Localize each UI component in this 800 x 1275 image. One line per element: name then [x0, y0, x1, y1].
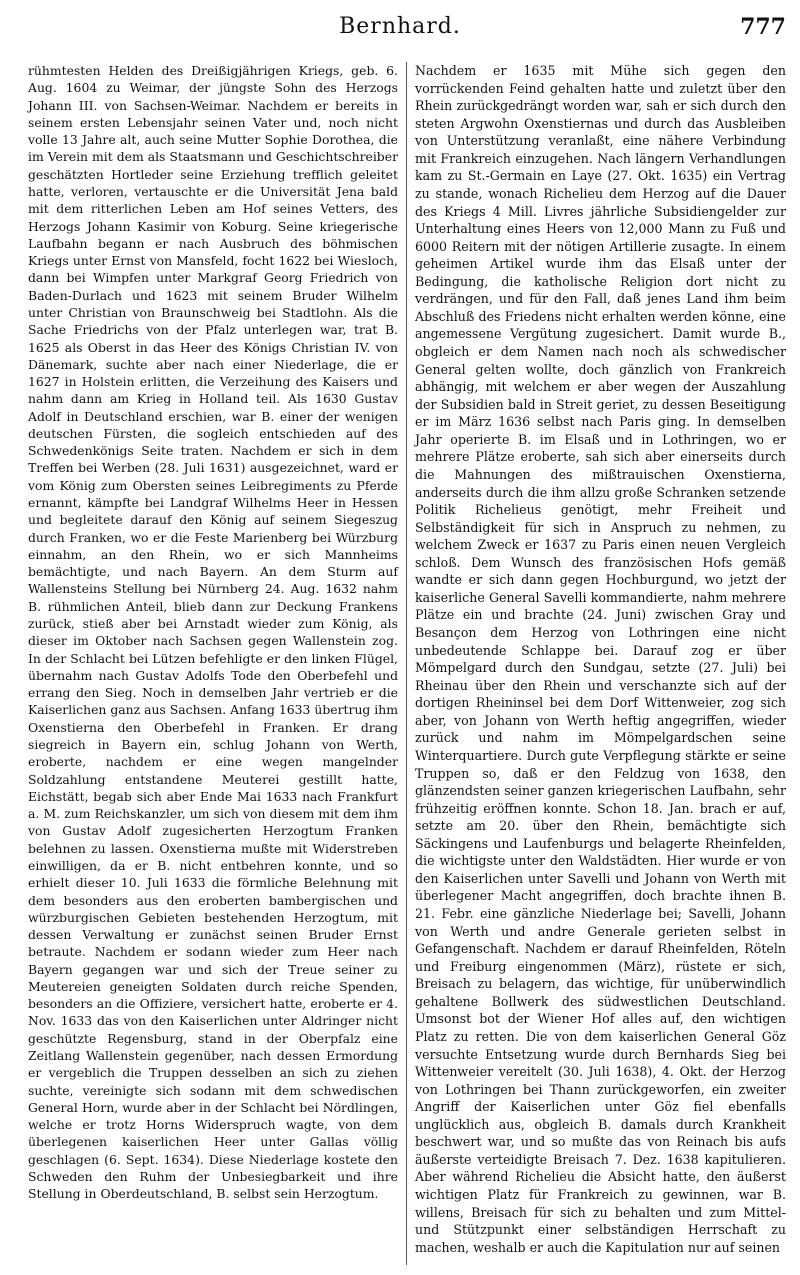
text-columns: [28, 62, 786, 1265]
page-number: 777: [740, 14, 786, 40]
running-head: Bernhard.: [339, 14, 461, 39]
page-header: [0, 10, 800, 50]
right-column-text: Nachdem er 1635 mit Mühe sich gegen den vorrückenden Feind gehalten hatte und zuletzt über den Rhein zurückgedrängt worden war, sah er sich durch den steten Argwohn Oxenstiernas und durch das Ausbleiben von Unterstützung veranlaßt, eine nähere Verbindung mit Frankreich einzugehen. Nach längern Verhandlungen kam zu St.-Germain en Laye (27. Okt. 1635) ein Vertrag zu stande, wonach Richelieu dem Herzog auf die Dauer des Kriegs 4 Mill. Livres jährliche Subsidiengelder zur Unterhaltung eines Heers von 12,000 Mann zu Fuß und 6000 Reitern mit der nötigen Artillerie zusagte. In einem geheimen Artikel wurde ihm das Elsaß unter der Bedingung, die katholische Religion dort nicht zu verdrängen, und für den Fall, daß jenes Land ihm beim Abschluß des Friedens nicht erhalten werden könne, eine angemessene Vergütung zugesichert. Damit wurde B., obgleich er dem Namen nach noch als schwedischer General gelten wollte, doch gänzlich von Frankreich abhängig, mit welchem er aber wegen der Auszahlung der Subsidien bald in Streit geriet, zu dessen Beseitigung er im März 1636 selbst nach Paris ging. In demselben Jahr operierte B. im Elsaß und in Lothringen, wo er mehrere Plätze eroberte, sah sich aber einerseits durch die Mahnungen des mißtrauischen Oxenstierna, anderseits durch die ihm allzu große Schranken setzende Politik Richelieus genötigt, mehr Freiheit und Selbständigkeit für sich in Anspruch zu nehmen, zu welchem Zweck er 1637 zu Paris einen neuen Vergleich schloß. Dem Wunsch des französischen Hofs gemäß wandte er sich dann gegen Hochburgund, wo jetzt der kaiserliche General Savelli kommandierte, nahm mehrere Plätze ein und brachte (24. Juni) zwischen Gray und Besançon dem Herzog von Lothringen eine nicht unbedeutende Schlappe bei. Darauf zog er über Mömpelgard durch den Sundgau, setzte (27. Juli) bei Rheinau über den Rhein und verschanzte sich auf der dortigen Rheininsel bei dem Dorf Wittenweier, zog sich aber, von Johann von Werth heftig angegriffen, wieder zurück und nahm im Mömpelgardschen seine Winterquartiere. Durch gute Verpflegung stärkte er seine Truppen so, daß er den Feldzug von 1638, den glänzendsten seiner ganzen kriegerischen Laufbahn, sehr frühzeitig eröffnen konnte. Schon 18. Jan. brach er auf, setzte am 20. über den Rhein, bemächtigte sich Säckingens und Laufenburgs und belagerte Rheinfelden, die wichtigste unter den Waldstädten. Hier wurde er von den Kaiserlichen unter Savelli und Johann von Werth mit überlegener Macht angegriffen, doch brachte ihnen B. 21. Febr. eine gänzliche Niederlage bei; Savelli, Johann von Werth und andre Generale gerieten selbst in Gefangenschaft. Nachdem er darauf Rheinfelden, Röteln und Freiburg eingenommen (März), rüstete er sich, Breisach zu belagern, das wichtige, für unüberwindlich gehaltene Bollwerk des südwestlichen Deutschland. Umsonst bot der Wiener Hof alles auf, den wichtigen Platz zu retten. Die von dem kaiserlichen General Göz versuchte Entsetzung wurde durch Bernhards Sieg bei Wittenweier vereitelt (30. Juli 1638), 4. Okt. der Herzog von Lothringen bei Thann zurückgeworfen, ein zweiter Angriff der Kaiserlichen unter Göz fiel ebenfalls unglücklich aus, obgleich B. damals durch Krankheit beschwert war, und so mußte das von Reinach bis aufs äußerste verteidigte Breisach 7. Dez. 1638 kapitulieren. Aber während Richelieu die Absicht hatte, den äußerst wichtigen Platz für Frankreich zu gewinnen, war B. willens, Breisach für sich zu behalten und zum Mittel- und Stützpunkt einer selbständigen Herrschaft zu machen, weshalb er auch die Kapitulation nur auf seinen: [415, 63, 786, 1255]
left-column-text: rühmtesten Helden des Dreißigjährigen Kriegs, geb. 6. Aug. 1604 zu Weimar, der jüngste Sohn des Herzogs Johann III. von Sachsen-Weimar. Nachdem er bereits in seinem ersten Lebensjahr seinen Vater und, noch nicht volle 13 Jahre alt, auch seine Mutter Sophie Dorothea, die im Verein mit dem als Staatsmann und Geschichtschreiber geschätzten Hortleder seine Erziehung trefflich geleitet hatte, verloren, vertauschte er die Universität Jena bald mit dem ritterlichen Leben am Hof seines Vetters, des Herzogs Johann Kasimir von Koburg. Seine kriegerische Laufbahn begann er nach Ausbruch des böhmischen Kriegs unter Ernst von Mansfeld, focht 1622 bei Wiesloch, dann bei Wimpfen unter Markgraf Georg Friedrich von Baden-Durlach und 1623 mit seinem Bruder Wilhelm unter Christian von Braunschweig bei Stadtlohn. Als die Sache Friedrichs von der Pfalz unterlegen war, trat B. 1625 als Oberst in das Heer des Königs Christian IV. von Dänemark, suchte aber nach einer Niederlage, die er 1627 in Holstein erlitten, die Verzeihung des Kaisers und nahm dann am Krieg in Holland teil. Als 1630 Gustav Adolf in Deutschland erschien, war B. einer der wenigen deutschen Fürsten, die sogleich entschieden auf des Schwedenkönigs Seite traten. Nachdem er sich in dem Treffen bei Werben (28. Juli 1631) ausgezeichnet, ward er vom König zum Obersten seines Leibregiments zu Pferde ernannt, kämpfte bei Landgraf Wilhelms Heer in Hessen und begleitete darauf den König auf seinem Siegeszug durch Franken, wo er die Feste Marienberg bei Würzburg einnahm, an den Rhein, wo er sich Mannheims bemächtigte, und nach Bayern. An dem Sturm auf Wallensteins Stellung bei Nürnberg 24. Aug. 1632 nahm B. rühmlichen Anteil, blieb dann zur Deckung Frankens zurück, stieß aber bei Arnstadt wieder zum König, als dieser im Oktober nach Sachsen gegen Wallenstein zog. In der Schlacht bei Lützen befehligte er den linken Flügel, übernahm nach Gustav Adolfs Tode den Oberbefehl und errang den Sieg. Noch in demselben Jahr vertrieb er die Kaiserlichen ganz aus Sachsen. Anfang 1633 übertrug ihm Oxenstierna den Oberbefehl in Franken. Er drang siegreich in Bayern ein, schlug Johann von Werth, eroberte, nachdem er eine wegen mangelnder Soldzahlung entstandene Meuterei gestillt hatte, Eichstätt, begab sich aber Ende Mai 1633 nach Frankfurt a. M. zum Reichskanzler, um sich von diesem mit dem ihm von Gustav Adolf zugesicherten Herzogtum Franken belehnen zu lassen. Oxenstierna mußte mit Widerstreben einwilligen, da er B. nicht entbehren konnte, und so erhielt dieser 10. Juli 1633 die förmliche Belehnung mit dem besonders aus den eroberten bambergischen und würzburgischen Gebieten bestehenden Herzogtum, mit dessen Verwaltung er zunächst seinen Bruder Ernst betraute. Nachdem er sodann wieder zum Heer nach Bayern gegangen war und sich der Treue seiner zu Meutereien geneigten Soldaten durch reiche Spenden, besonders an die Offiziere, versichert hatte, eroberte er 4. Nov. 1633 das von den Kaiserlichen unter Aldringer nicht geschützte Regensburg, stand in der Oberpfalz eine Zeitlang Wallenstein gegenüber, nach dessen Ermordung er vergeblich die Truppen desselben an sich zu ziehen suchte, vereinigte sich sodann mit dem schwedischen General Horn, wurde aber in der Schlacht bei Nördlingen, welche er trotz Horns Widerspruch wagte, von dem überlegenen kaiserlichen Heer unter Gallas völlig geschlagen (6. Sept. 1634). Diese Niederlage kostete den Schweden den Ruhm der Unbesiegbarkeit und ihre Stellung in Oberdeutschland, B. selbst sein Herzogtum.: [28, 63, 398, 1202]
right-column: [407, 62, 786, 1265]
left-column: [28, 62, 407, 1265]
